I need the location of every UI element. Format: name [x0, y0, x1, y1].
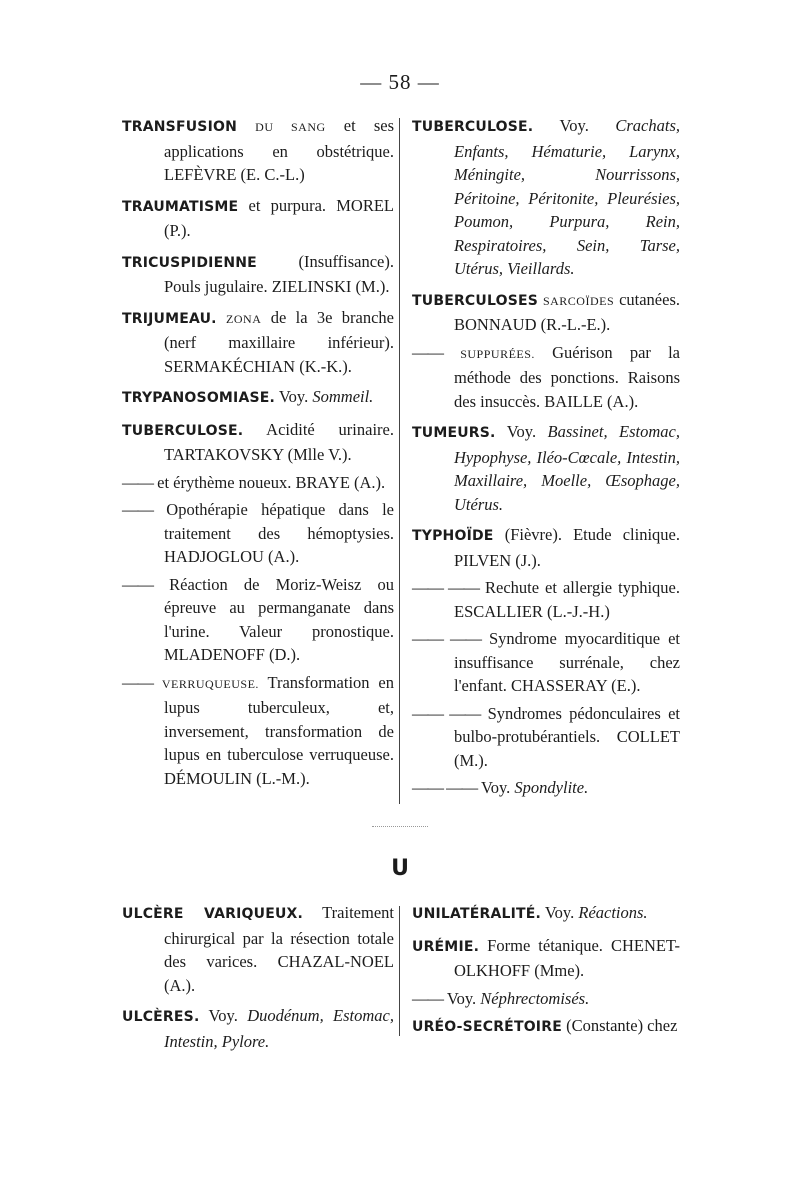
index-entry	[412, 901, 680, 927]
repeat-dash: ——	[122, 500, 153, 519]
column-divider	[399, 118, 400, 804]
entry-heading: TRYPANOSOMIASE.	[122, 390, 276, 406]
index-entry	[412, 114, 680, 281]
index-entry	[412, 934, 680, 983]
entry-text: Opothérapie hépatique dans le traitement des hémoptysies. HADJOGLOU (A.).	[153, 500, 394, 566]
entry-heading: UNILATÉRALITÉ.	[412, 906, 542, 922]
index-entry	[122, 471, 394, 495]
index-entry	[412, 987, 680, 1011]
entry-subheading: ZONA	[226, 311, 262, 326]
entry-text: Voy.	[541, 903, 579, 922]
repeat-dash: ——	[122, 472, 153, 492]
cross-reference: Sommeil.	[312, 387, 374, 406]
page-number: — 58 —	[360, 70, 440, 94]
entry-text: Voy.	[275, 387, 313, 406]
entry-text: et ses applications en obstétrique. LEFÈVRE (E. C.-L.)	[164, 116, 395, 184]
cross-reference: Bassinet, Estomac, Hypophyse, Iléo-Cœcale, Intestin, Maxillaire, Moelle, Œsophage, Utérus.	[454, 422, 680, 514]
entry-text: et purpura. MOREL (P.).	[164, 195, 394, 240]
entry-text: Acidité urinaire. TARTAKOVSKY (Mlle V.).	[164, 419, 394, 464]
left-column-top	[122, 114, 394, 794]
entry-heading: TRANSFUSION	[122, 119, 238, 135]
cross-reference: Crachats, Enfants, Hématurie, Larynx, Méningite, Nourrissons, Péritoine, Péritonite, Pleurésies, Poumon, Purpura, Rein, Respiratoires, Sein, Tarse, Utérus, Vieillards.	[454, 116, 680, 278]
repeat-dash: —— ——	[412, 578, 479, 597]
entry-text: Syndrome myocarditique et insuffisance surrénale, chez l'enfant. CHASSERAY (E.).	[454, 629, 681, 695]
index-entry	[122, 194, 394, 243]
entry-heading: TUBERCULOSES	[412, 292, 539, 309]
index-entry	[412, 776, 680, 800]
entry-text: Syndromes pédonculaires et bulbo-protubérantiels. COLLET (M.).	[454, 703, 681, 770]
cross-reference: Néphrectomisés.	[480, 988, 590, 1008]
index-entry	[122, 306, 394, 379]
right-column-bottom	[412, 901, 680, 1044]
index-entry	[122, 901, 394, 997]
repeat-dash: ——	[122, 672, 153, 692]
index-entry	[122, 418, 394, 467]
entry-heading: TRICUSPIDIENNE	[122, 254, 257, 271]
entry-heading: TUBERCULOSE.	[412, 119, 534, 135]
index-entry	[122, 114, 394, 187]
index-entry	[122, 498, 394, 569]
index-entry	[412, 288, 680, 337]
entry-text: (Insuffisance). Pouls jugulaire. ZIELINSKI (M.).	[164, 251, 394, 296]
entry-text: Guérison par la méthode des ponctions. Raisons des insuccès. BAILLE (A.).	[454, 342, 681, 411]
index-entry	[412, 1014, 680, 1040]
index-entry	[122, 250, 394, 299]
entry-subheading: SUPPURÉES.	[460, 346, 535, 361]
entry-heading: URÉO-SECRÉTOIRE	[412, 1019, 562, 1035]
index-entry	[412, 341, 680, 414]
entry-text: Voy.	[443, 988, 481, 1008]
entry-heading: ULCÈRES.	[122, 1009, 200, 1025]
repeat-dash: —— ——	[412, 629, 481, 648]
entry-text: Voy.	[533, 116, 616, 135]
index-entry	[122, 573, 394, 667]
entry-text: (Fièvre). Etude clinique. PILVEN (J.).	[454, 525, 680, 570]
entry-text: Réaction de Moriz-Weisz ou épreuve au permanganate dans l'urine. Valeur pronostique. MLADENOFF (D.).	[153, 574, 394, 664]
right-column-top	[412, 114, 680, 804]
section-separator	[372, 826, 428, 827]
index-entry	[412, 420, 680, 516]
entry-subheading: SARCOÏDES	[542, 293, 615, 308]
cross-reference: Spondylite.	[514, 778, 589, 797]
index-entry	[122, 1004, 394, 1053]
entry-heading: TUBERCULOSE.	[122, 422, 244, 439]
entry-heading: TRAUMATISME	[122, 198, 239, 215]
index-entry	[412, 523, 680, 572]
index-entry	[412, 702, 680, 773]
index-entry	[412, 627, 680, 698]
entry-text: et érythème noueux. BRAYE (A.).	[153, 472, 386, 492]
index-entry	[122, 671, 394, 791]
repeat-dash: ——	[412, 988, 443, 1008]
repeat-dash: —— ——	[412, 703, 481, 723]
entry-heading: ULCÈRE VARIQUEUX.	[122, 906, 304, 922]
entry-text: (Constante) chez	[561, 1016, 678, 1035]
entry-text: Transformation en lupus tuberculeux, et, inversement, transformation de lupus en tuberculose verruqueuse. DÉMOULIN (L.-M.).	[164, 672, 394, 788]
left-column-bottom	[122, 901, 394, 1060]
entry-heading: TRIJUMEAU.	[122, 310, 217, 327]
index-entry	[412, 576, 680, 623]
entry-text: de la 3e branche (nerf maxillaire inférieur). SERMAKÉCHIAN (K.-K.).	[164, 307, 394, 376]
index-entry	[122, 385, 394, 411]
repeat-dash: ——	[122, 574, 153, 594]
entry-heading: TUMEURS.	[412, 425, 496, 441]
entry-text: Voy.	[477, 778, 515, 797]
entry-subheading: VERRUQUEUSE.	[161, 676, 259, 691]
entry-subheading: DU SANG	[255, 120, 326, 134]
repeat-dash: ——	[412, 342, 443, 362]
entry-text: Forme tétanique. CHENET-OLKHOFF (Mme).	[454, 935, 680, 980]
section-letter: U	[391, 856, 409, 881]
entry-text: Voy.	[199, 1006, 248, 1025]
cross-reference: Duodénum, Estomac, Intestin, Pylore.	[164, 1006, 394, 1051]
cross-reference: Réactions.	[578, 903, 648, 922]
entry-text: Traitement chirurgical par la résection totale des varices. CHAZAL-NOEL (A.).	[164, 903, 394, 995]
entry-text: Voy.	[495, 422, 548, 441]
entry-text: cutanées. BONNAUD (R.-L.-E.).	[454, 289, 680, 334]
repeat-dash: —— ——	[412, 778, 478, 797]
entry-heading: TYPHOÏDE	[412, 528, 494, 544]
entry-heading: URÉMIE.	[412, 938, 480, 955]
column-divider	[399, 906, 400, 1036]
entry-text: Rechute et allergie typhique. ESCALLIER (L.-J.-H.)	[454, 578, 680, 621]
